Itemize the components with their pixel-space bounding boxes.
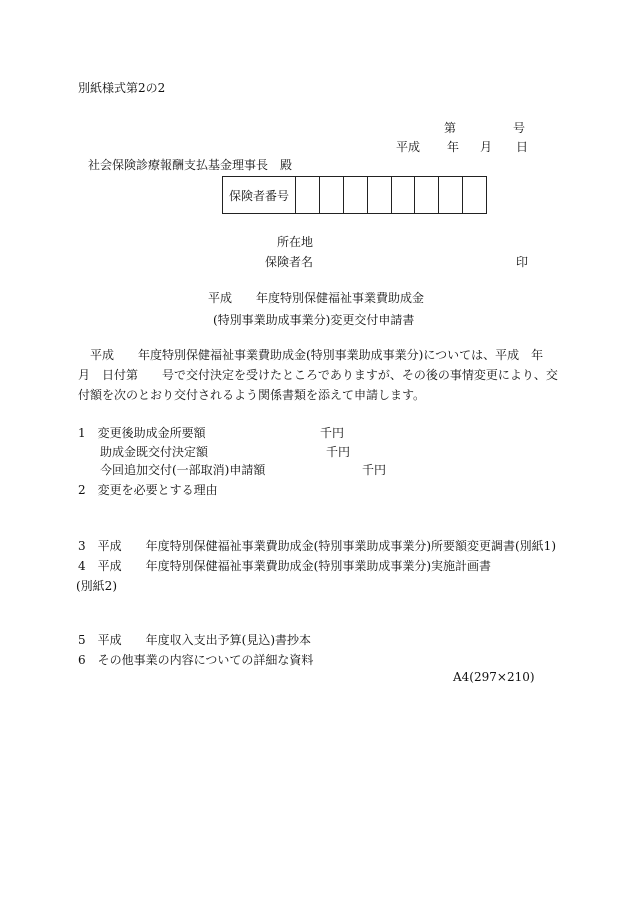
item4: 4 平成 年度特別保健福祉事業費助成金(特別事業助成事業分)実施計画書 bbox=[78, 559, 492, 573]
item1b-label: 今回追加交付(一部取消)申請額 bbox=[100, 463, 266, 477]
item2: 2 変更を必要とする理由 bbox=[78, 483, 218, 497]
item5: 5 平成 年度収入支出予算(見込)書抄本 bbox=[78, 633, 311, 647]
insurer-number-cell[interactable] bbox=[463, 177, 486, 213]
title-line2: (特別事業助成事業分)変更交付申請書 bbox=[213, 313, 415, 327]
insurer-number-cell[interactable] bbox=[296, 177, 320, 213]
item1-unit: 千円 bbox=[320, 426, 345, 440]
item3: 3 平成 年度特別保健福祉事業費助成金(特別事業助成事業分)所要額変更調書(別紙1) bbox=[78, 539, 556, 553]
paper-size: A4(297×210) bbox=[453, 670, 535, 684]
number-go: 号 bbox=[513, 121, 526, 135]
insurer-number-cell[interactable] bbox=[415, 177, 439, 213]
body-line: 月 日付第 号で交付決定を受けたところでありますが、その後の事情変更により、交 bbox=[78, 368, 558, 382]
body-line: 付額を次のとおり交付されるよう関係書類を添えて申請します。 bbox=[78, 388, 426, 402]
insurer-number-table bbox=[222, 176, 487, 214]
date-era: 平成 bbox=[396, 140, 421, 154]
insurer-number-cell[interactable] bbox=[320, 177, 344, 213]
insurer-number-cell[interactable] bbox=[439, 177, 463, 213]
address-label: 所在地 bbox=[277, 235, 314, 249]
insurer-number-cell[interactable] bbox=[368, 177, 392, 213]
item6: 6 その他事業の内容についての詳細な資料 bbox=[78, 653, 314, 667]
insurer-number-cell[interactable] bbox=[344, 177, 368, 213]
body-line: 平成 年度特別保健福祉事業費助成金(特別事業助成事業分)については、平成 年 bbox=[78, 348, 544, 362]
item1-label: 1 変更後助成金所要額 bbox=[78, 426, 206, 440]
date-year: 年 bbox=[447, 140, 460, 154]
item1b-unit: 千円 bbox=[362, 463, 387, 477]
addressee: 社会保険診療報酬支払基金理事長 殿 bbox=[88, 158, 293, 172]
insurer-number-label: 保険者番号 bbox=[223, 177, 296, 213]
insurer-name-label: 保険者名 bbox=[265, 255, 314, 269]
item4-appendix: (別紙2) bbox=[76, 579, 117, 593]
number-dai: 第 bbox=[444, 121, 457, 135]
form-id: 別紙様式第2の2 bbox=[78, 81, 166, 95]
date-month: 月 bbox=[480, 140, 493, 154]
item1a-label: 助成金既交付決定額 bbox=[100, 445, 209, 459]
item1a-unit: 千円 bbox=[326, 445, 351, 459]
date-day: 日 bbox=[516, 140, 529, 154]
seal-mark: 印 bbox=[516, 255, 529, 269]
insurer-number-cell[interactable] bbox=[392, 177, 416, 213]
title-line1: 平成 年度特別保健福祉事業費助成金 bbox=[208, 291, 425, 305]
